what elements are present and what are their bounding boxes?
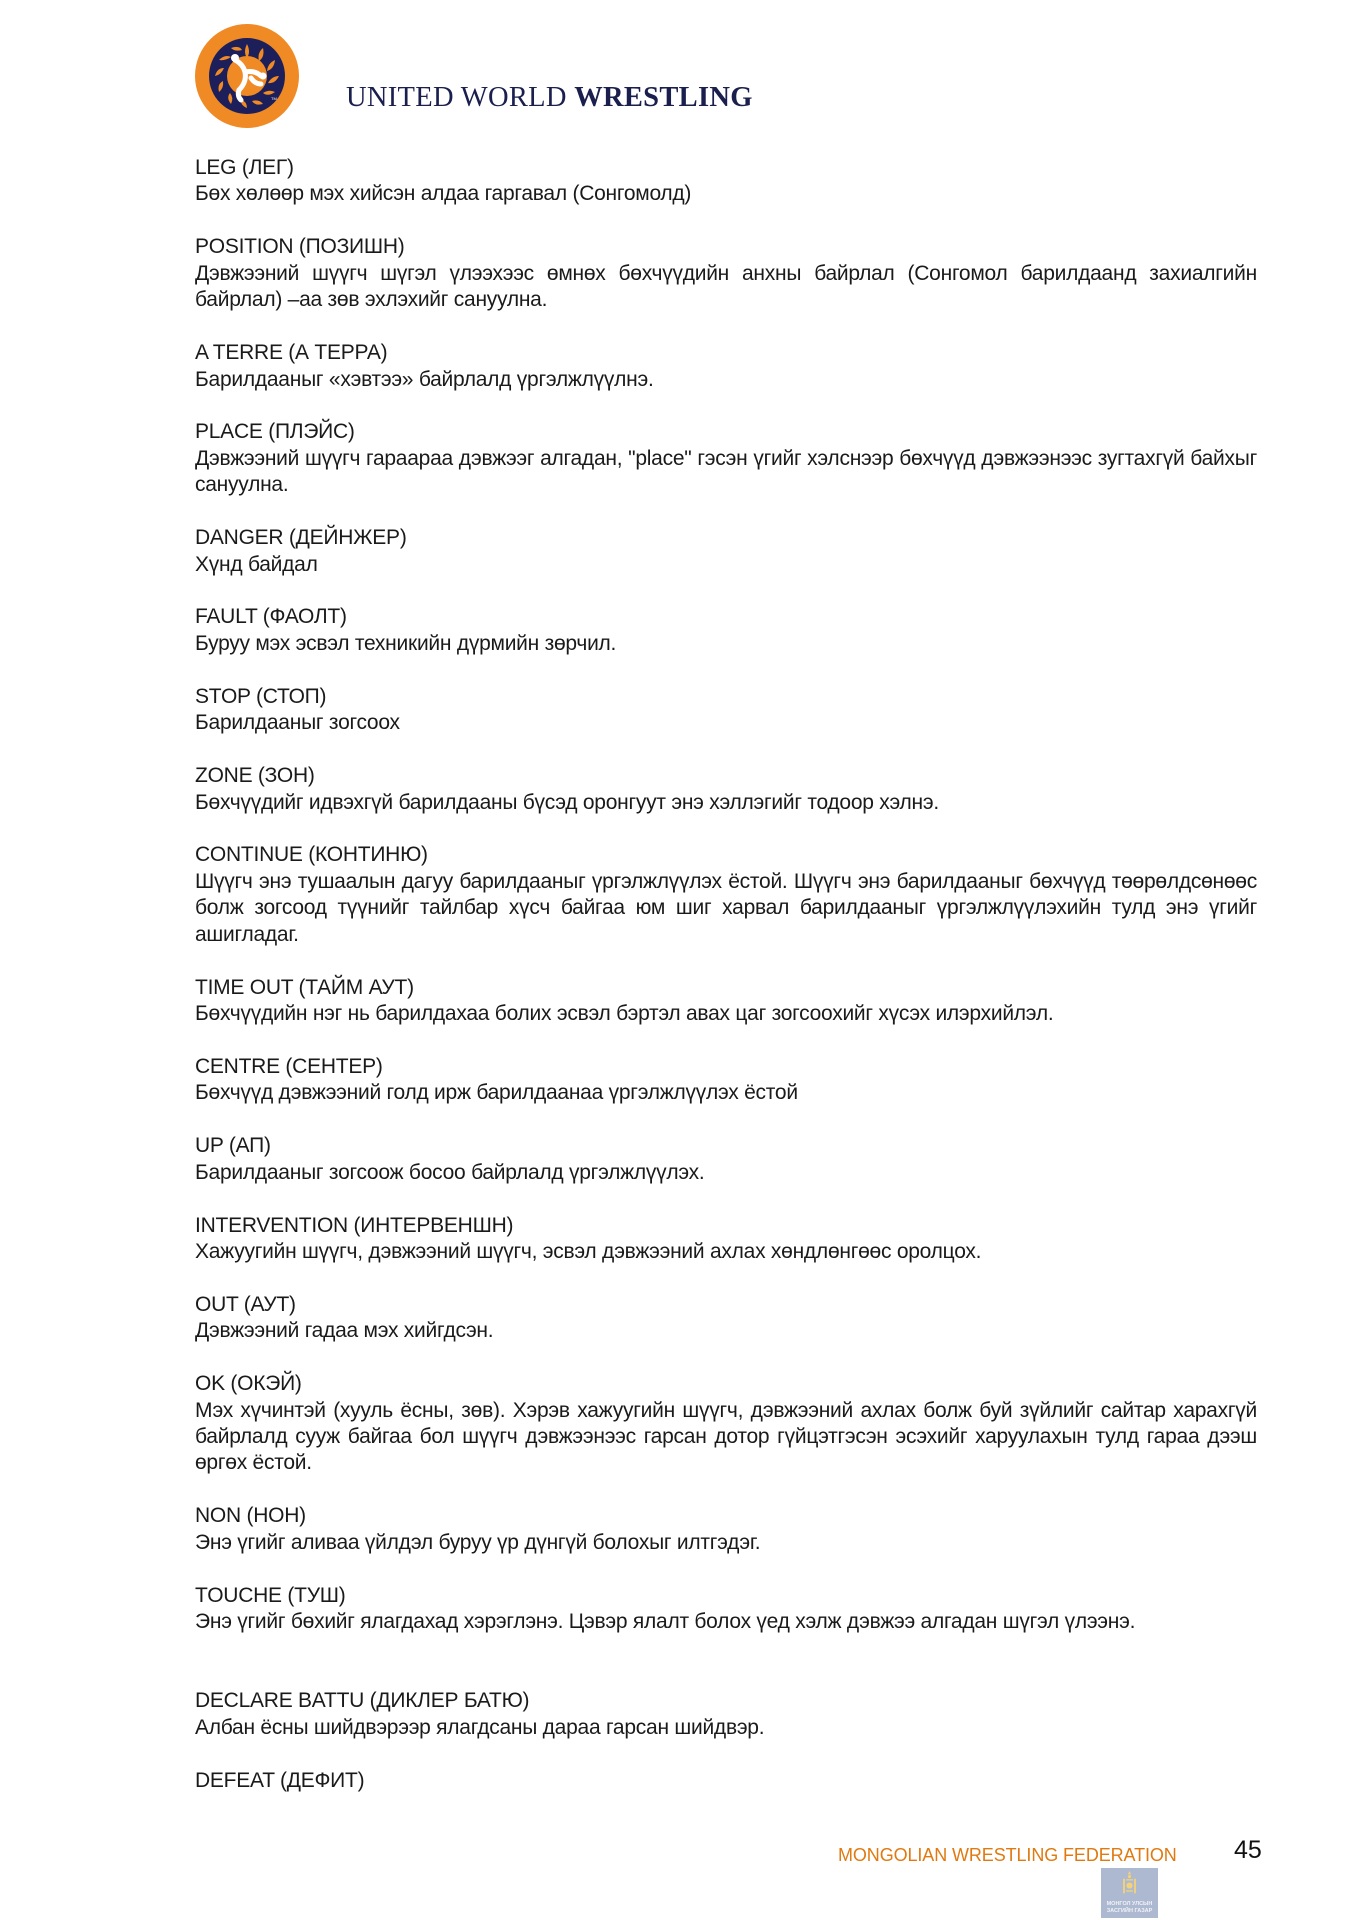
glossary-entry xyxy=(195,975,1257,1028)
glossary-term: OK (ОКЭЙ) xyxy=(195,1372,302,1396)
glossary-definition: Барилдааныг зогсоож босоо байрлалд үргэлжлүүлэх. xyxy=(195,1160,705,1184)
glossary-entry xyxy=(195,1583,1257,1636)
glossary-term: LEG (ЛЕГ) xyxy=(195,156,294,179)
glossary-definition: Буруу мэх эсвэл техникийн дүрмийн зөрчил. xyxy=(195,631,617,655)
glossary-term: INTERVENTION (ИНТЕРВЕНШН) xyxy=(195,1213,514,1237)
glossary-term: PLACE (ПЛЭЙС) xyxy=(195,420,355,444)
svg-text:TM: TM xyxy=(271,96,277,101)
stamp-text xyxy=(1101,1901,1158,1915)
glossary-definition: Мэх хүчинтэй (хууль ёсны, зөв). Хэрэв хажуугийн шүүгч, дэвжээний ахлах болж буй зүйлийг сайтар харахгүй байрлалд сууж байгаа бол шүүгч дэвжээнээс гарсан дотор гүйцэтгэсэн эсэхийг харуулахын тулд гараа дээш өргөх ёстой. xyxy=(195,1398,1257,1475)
glossary-entry xyxy=(195,763,1257,816)
glossary-list xyxy=(195,155,1257,1821)
glossary-definition: Дэвжээний гадаа мэх хийгдсэн. xyxy=(195,1319,494,1343)
glossary-entry xyxy=(195,842,1257,948)
glossary-term: FAULT (ФАОЛТ) xyxy=(195,605,347,629)
glossary-definition: Энэ үгийг бөхийг ялагдахад хэрэглэнэ. Цэвэр ялалт болох үед хэлж дэвжээ алгадан шүгэл үлээнэ. xyxy=(195,1610,1136,1634)
glossary-entry xyxy=(195,604,1257,657)
glossary-entry xyxy=(195,234,1257,313)
org-name-regular: UNITED WORLD xyxy=(346,82,567,113)
glossary-entry xyxy=(195,1503,1257,1556)
glossary-term: CONTINUE (КОНТИНЮ) xyxy=(195,843,428,867)
soyombo-emblem-icon xyxy=(1121,1871,1138,1895)
glossary-term: TIME OUT (ТАЙМ АУТ) xyxy=(195,975,414,999)
glossary-entry xyxy=(195,1133,1257,1186)
glossary-term: DECLARE BATTU (ДИКЛЕР БАТЮ) xyxy=(195,1689,530,1713)
glossary-entry xyxy=(195,155,1257,208)
glossary-entry xyxy=(195,525,1257,578)
glossary-definition: Барилдааныг «хэвтээ» байрлалд үргэлжлүүлнэ. xyxy=(195,367,654,391)
org-name-heading xyxy=(346,82,753,114)
glossary-term: POSITION (ПОЗИШН) xyxy=(195,235,405,259)
glossary-definition: Дэвжээний шүүгч шүгэл үлээхээс өмнөх бөхчүүдийн анхны байрлал (Сонгомол барилдаанд захиалгийн байрлал) –аа зөв эхлэхийг сануулна. xyxy=(195,261,1257,312)
glossary-term: ZONE (ЗОН) xyxy=(195,764,315,788)
glossary-definition: Дэвжээний шүүгч гараараа дэвжээг алгадан, "place" гэсэн үгийг хэлснээр бөхчүүд дэвжээнээс зугтахгүй байхыг сануулна. xyxy=(195,446,1257,497)
stamp-text-line1: МОНГОЛ УЛСЫН xyxy=(1106,1901,1153,1907)
page-number: 45 xyxy=(1234,1836,1262,1864)
glossary-term: DEFEAT (ДЕФИТ) xyxy=(195,1768,365,1792)
glossary-entry xyxy=(195,419,1257,498)
glossary-term: UP (АП) xyxy=(195,1134,271,1158)
glossary-entry xyxy=(195,1054,1257,1107)
glossary-definition: Барилдааныг зогсоох xyxy=(195,711,400,735)
stamp-text-line2: ЗАСГИЙН ГАЗАР xyxy=(1106,1908,1153,1914)
government-stamp xyxy=(1101,1868,1158,1918)
glossary-entry xyxy=(195,1768,1257,1794)
glossary-definition: Бөхчүүдийн нэг нь барилдахаа болих эсвэл бэртэл авах цаг зогсоохийг хүсэх илэрхийлэл. xyxy=(195,1002,1054,1025)
glossary-definition: Бөхчүүдийг идвэхгүй барилдааны бүсэд оронгуут энэ хэллэгийг тодоор хэлнэ. xyxy=(195,790,939,814)
glossary-term: CENTRE (СЕНТЕР) xyxy=(195,1054,383,1078)
glossary-definition: Хүнд байдал xyxy=(195,552,318,576)
glossary-definition: Албан ёсны шийдвэрээр ялагдсаны дараа гарсан шийдвэр. xyxy=(195,1715,765,1739)
glossary-entry xyxy=(195,340,1257,393)
glossary-entry xyxy=(195,1371,1257,1477)
glossary-term: OUT (АУТ) xyxy=(195,1292,296,1316)
glossary-term: DANGER (ДЕЙНЖЕР) xyxy=(195,526,407,550)
footer-organization: MONGOLIAN WRESTLING FEDERATION xyxy=(838,1845,1177,1865)
glossary-definition: Шүүгч энэ тушаалын дагуу барилдааныг үргэлжлүүлэх ёстой. Шүүгч энэ барилдааныг бөхчүүд төөрөлдсөнөөс болж зогсоод түүнийг тайлбар хүсч байгаа юм шиг харвал барилдааныг үргэлжлүүлэхийн тулд энэ үгийг ашигладаг. xyxy=(195,869,1257,946)
glossary-entry xyxy=(195,1213,1257,1266)
glossary-definition: Бөхчүүд дэвжээний голд ирж барилдаанаа үргэлжлүүлэх ёстой xyxy=(195,1081,798,1105)
uww-logo-icon xyxy=(195,24,299,128)
glossary-definition: Хажуугийн шүүгч, дэвжээний шүүгч, эсвэл дэвжээний ахлах хөндлөнгөөс оролцох. xyxy=(195,1239,982,1263)
glossary-entry xyxy=(195,1292,1257,1345)
glossary-term: TOUCHE (ТУШ) xyxy=(195,1583,346,1607)
glossary-definition: Бөх хөлөөр мэх хийсэн алдаа гаргавал (Сонгомолд) xyxy=(195,182,692,206)
glossary-definition: Энэ үгийг аливаа үйлдэл буруу үр дүнгүй болохыг илтгэдэг. xyxy=(195,1530,761,1554)
glossary-term: STOP (СТОП) xyxy=(195,684,327,708)
glossary-term: NON (НОН) xyxy=(195,1504,306,1528)
org-name-bold: WRESTLING xyxy=(574,82,753,113)
glossary-entry xyxy=(195,1688,1257,1741)
glossary-entry xyxy=(195,684,1257,737)
glossary-term: A TERRE (А ТЕРРА) xyxy=(195,341,388,365)
